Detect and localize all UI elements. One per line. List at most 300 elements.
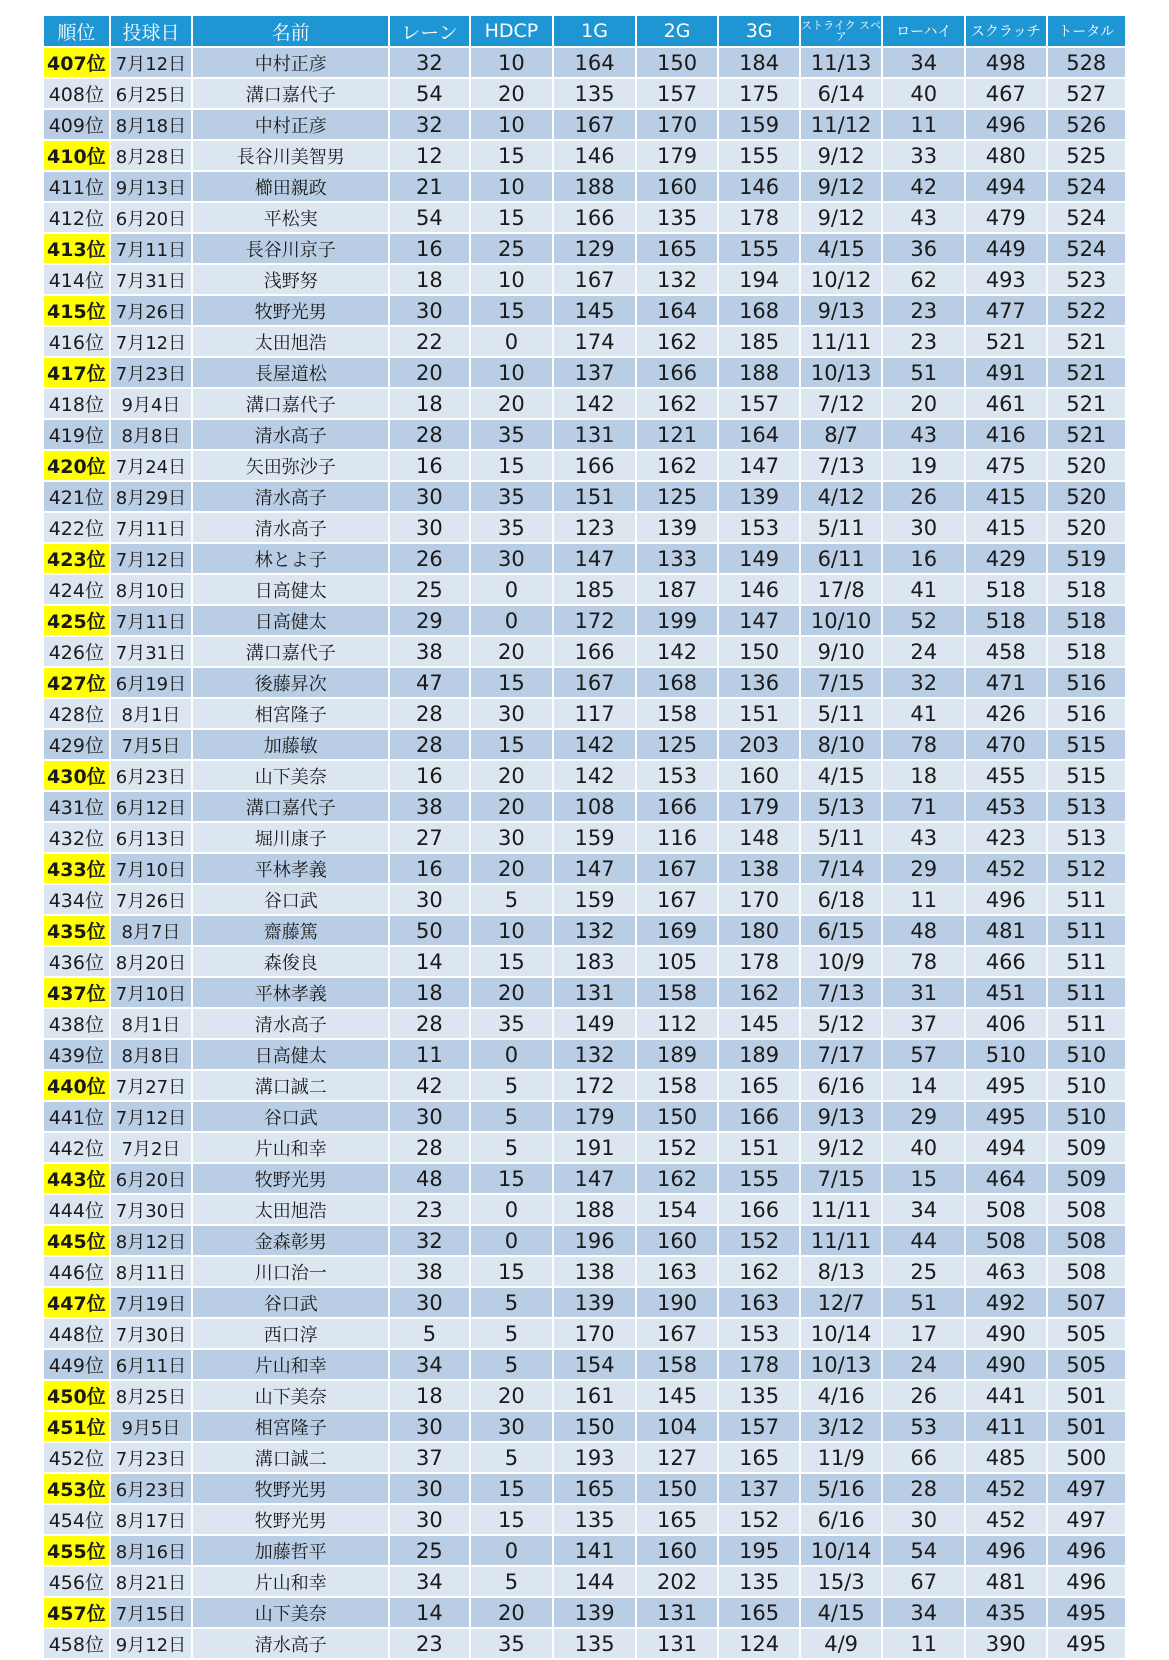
game1-cell: 161 — [554, 1381, 637, 1412]
game2-cell: 165 — [637, 1505, 720, 1536]
name-cell: 牧野光男 — [193, 1474, 390, 1505]
date-cell: 7月10日 — [111, 978, 194, 1009]
header-scratch: スクラッチ — [966, 16, 1048, 48]
hdcp-cell: 30 — [471, 699, 555, 730]
low-high-cell: 23 — [883, 296, 966, 327]
hdcp-cell: 15 — [471, 1257, 555, 1288]
scratch-cell: 481 — [966, 1567, 1048, 1598]
low-high-cell: 31 — [883, 978, 966, 1009]
low-high-cell: 36 — [883, 234, 966, 265]
table-row — [44, 1071, 1127, 1102]
game3-cell: 162 — [719, 978, 801, 1009]
game1-cell: 135 — [554, 1629, 637, 1660]
table-row — [44, 699, 1127, 730]
hdcp-cell: 0 — [471, 1226, 555, 1257]
table-row — [44, 1381, 1127, 1412]
game3-cell: 151 — [719, 1133, 801, 1164]
game3-cell: 159 — [719, 110, 801, 141]
game1-cell: 159 — [554, 885, 637, 916]
lane-cell: 16 — [390, 451, 470, 482]
total-cell: 511 — [1048, 885, 1127, 916]
name-cell: 堀川康子 — [193, 823, 390, 854]
total-cell: 495 — [1048, 1629, 1127, 1660]
lane-cell: 29 — [390, 606, 470, 637]
strike-spare-cell: 4/15 — [801, 761, 884, 792]
total-cell: 518 — [1048, 637, 1127, 668]
game1-cell: 167 — [554, 265, 637, 296]
rank-cell: 412位 — [44, 203, 111, 234]
scratch-cell: 481 — [966, 916, 1048, 947]
game1-cell: 166 — [554, 451, 637, 482]
lane-cell: 47 — [390, 668, 470, 699]
low-high-cell: 43 — [883, 203, 966, 234]
name-cell: 片山和幸 — [193, 1350, 390, 1381]
strike-spare-cell: 11/11 — [801, 1226, 884, 1257]
header-date: 投球日 — [111, 16, 194, 48]
strike-spare-cell: 6/14 — [801, 79, 884, 110]
scratch-cell: 508 — [966, 1226, 1048, 1257]
strike-spare-cell: 7/12 — [801, 389, 884, 420]
lane-cell: 34 — [390, 1567, 470, 1598]
header-strike-spare: ストライク スペア — [801, 16, 884, 48]
strike-spare-cell: 9/12 — [801, 172, 884, 203]
game1-cell: 150 — [554, 1412, 637, 1443]
game3-cell: 135 — [719, 1567, 801, 1598]
game3-cell: 185 — [719, 327, 801, 358]
strike-spare-cell: 8/10 — [801, 730, 884, 761]
lane-cell: 16 — [390, 234, 470, 265]
total-cell: 509 — [1048, 1133, 1127, 1164]
header-total: トータル — [1048, 16, 1127, 48]
game3-cell: 168 — [719, 296, 801, 327]
game2-cell: 116 — [637, 823, 720, 854]
lane-cell: 34 — [390, 1350, 470, 1381]
game3-cell: 136 — [719, 668, 801, 699]
hdcp-cell: 0 — [471, 327, 555, 358]
rank-cell: 436位 — [44, 947, 111, 978]
name-cell: 日高健太 — [193, 606, 390, 637]
scratch-cell: 498 — [966, 48, 1048, 79]
low-high-cell: 14 — [883, 1071, 966, 1102]
game2-cell: 187 — [637, 575, 720, 606]
date-cell: 7月11日 — [111, 606, 194, 637]
name-cell: 櫛田親政 — [193, 172, 390, 203]
game2-cell: 150 — [637, 1474, 720, 1505]
game1-cell: 185 — [554, 575, 637, 606]
name-cell: 清水高子 — [193, 513, 390, 544]
name-cell: 浅野努 — [193, 265, 390, 296]
game1-cell: 144 — [554, 1567, 637, 1598]
strike-spare-cell: 9/13 — [801, 296, 884, 327]
game1-cell: 142 — [554, 761, 637, 792]
date-cell: 7月30日 — [111, 1319, 194, 1350]
strike-spare-cell: 5/11 — [801, 699, 884, 730]
date-cell: 8月8日 — [111, 420, 194, 451]
table-row — [44, 885, 1127, 916]
game1-cell: 196 — [554, 1226, 637, 1257]
name-cell: 山下美奈 — [193, 1381, 390, 1412]
lane-cell: 23 — [390, 1629, 470, 1660]
scratch-cell: 416 — [966, 420, 1048, 451]
date-cell: 8月11日 — [111, 1257, 194, 1288]
game3-cell: 195 — [719, 1536, 801, 1567]
hdcp-cell: 20 — [471, 1381, 555, 1412]
lane-cell: 50 — [390, 916, 470, 947]
scratch-cell: 463 — [966, 1257, 1048, 1288]
hdcp-cell: 5 — [471, 1102, 555, 1133]
low-high-cell: 40 — [883, 79, 966, 110]
rank-cell: 421位 — [44, 482, 111, 513]
low-high-cell: 25 — [883, 1257, 966, 1288]
hdcp-cell: 15 — [471, 203, 555, 234]
low-high-cell: 29 — [883, 854, 966, 885]
strike-spare-cell: 5/11 — [801, 513, 884, 544]
hdcp-cell: 15 — [471, 947, 555, 978]
hdcp-cell: 5 — [471, 1288, 555, 1319]
lane-cell: 21 — [390, 172, 470, 203]
game1-cell: 170 — [554, 1319, 637, 1350]
total-cell: 519 — [1048, 544, 1127, 575]
rank-cell: 448位 — [44, 1319, 111, 1350]
rank-cell: 419位 — [44, 420, 111, 451]
date-cell: 7月11日 — [111, 513, 194, 544]
hdcp-cell: 15 — [471, 141, 555, 172]
hdcp-cell: 10 — [471, 265, 555, 296]
game1-cell: 135 — [554, 1505, 637, 1536]
rank-cell: 454位 — [44, 1505, 111, 1536]
table-row — [44, 1567, 1127, 1598]
lane-cell: 16 — [390, 854, 470, 885]
date-cell: 8月8日 — [111, 1040, 194, 1071]
strike-spare-cell: 5/16 — [801, 1474, 884, 1505]
date-cell: 7月23日 — [111, 358, 194, 389]
hdcp-cell: 15 — [471, 668, 555, 699]
lane-cell: 32 — [390, 48, 470, 79]
table-row — [44, 79, 1127, 110]
name-cell: 谷口武 — [193, 1102, 390, 1133]
date-cell: 8月18日 — [111, 110, 194, 141]
name-cell: 森俊良 — [193, 947, 390, 978]
game3-cell: 145 — [719, 1009, 801, 1040]
low-high-cell: 23 — [883, 327, 966, 358]
lane-cell: 30 — [390, 296, 470, 327]
game2-cell: 163 — [637, 1257, 720, 1288]
lane-cell: 30 — [390, 1474, 470, 1505]
game1-cell: 139 — [554, 1288, 637, 1319]
game1-cell: 135 — [554, 79, 637, 110]
game1-cell: 132 — [554, 1040, 637, 1071]
hdcp-cell: 0 — [471, 1195, 555, 1226]
scratch-cell: 496 — [966, 885, 1048, 916]
game3-cell: 179 — [719, 792, 801, 823]
game1-cell: 172 — [554, 606, 637, 637]
date-cell: 8月16日 — [111, 1536, 194, 1567]
lane-cell: 23 — [390, 1195, 470, 1226]
date-cell: 7月27日 — [111, 1071, 194, 1102]
hdcp-cell: 20 — [471, 854, 555, 885]
scratch-cell: 496 — [966, 110, 1048, 141]
table-row — [44, 1350, 1127, 1381]
lane-cell: 12 — [390, 141, 470, 172]
total-cell: 511 — [1048, 978, 1127, 1009]
low-high-cell: 66 — [883, 1443, 966, 1474]
total-cell: 515 — [1048, 730, 1127, 761]
total-cell: 497 — [1048, 1505, 1127, 1536]
rank-cell: 453位 — [44, 1474, 111, 1505]
low-high-cell: 26 — [883, 482, 966, 513]
low-high-cell: 37 — [883, 1009, 966, 1040]
game1-cell: 142 — [554, 730, 637, 761]
date-cell: 8月21日 — [111, 1567, 194, 1598]
strike-spare-cell: 15/3 — [801, 1567, 884, 1598]
scratch-cell: 477 — [966, 296, 1048, 327]
strike-spare-cell: 10/14 — [801, 1536, 884, 1567]
game1-cell: 167 — [554, 668, 637, 699]
game1-cell: 131 — [554, 978, 637, 1009]
name-cell: 溝口嘉代子 — [193, 792, 390, 823]
scratch-cell: 429 — [966, 544, 1048, 575]
lane-cell: 18 — [390, 265, 470, 296]
strike-spare-cell: 4/9 — [801, 1629, 884, 1660]
rank-cell: 431位 — [44, 792, 111, 823]
rank-cell: 408位 — [44, 79, 111, 110]
game3-cell: 147 — [719, 451, 801, 482]
rank-cell: 437位 — [44, 978, 111, 1009]
scratch-cell: 435 — [966, 1598, 1048, 1629]
lane-cell: 54 — [390, 203, 470, 234]
strike-spare-cell: 9/12 — [801, 1133, 884, 1164]
game1-cell: 159 — [554, 823, 637, 854]
low-high-cell: 26 — [883, 1381, 966, 1412]
low-high-cell: 54 — [883, 1536, 966, 1567]
low-high-cell: 78 — [883, 730, 966, 761]
scratch-cell: 518 — [966, 575, 1048, 606]
table-row — [44, 420, 1127, 451]
hdcp-cell: 20 — [471, 978, 555, 1009]
game1-cell: 191 — [554, 1133, 637, 1164]
name-cell: 清水高子 — [193, 482, 390, 513]
total-cell: 501 — [1048, 1412, 1127, 1443]
lane-cell: 30 — [390, 513, 470, 544]
game2-cell: 167 — [637, 885, 720, 916]
game3-cell: 166 — [719, 1195, 801, 1226]
strike-spare-cell: 4/12 — [801, 482, 884, 513]
total-cell: 496 — [1048, 1567, 1127, 1598]
strike-spare-cell: 5/13 — [801, 792, 884, 823]
scratch-cell: 475 — [966, 451, 1048, 482]
name-cell: 長谷川美智男 — [193, 141, 390, 172]
lane-cell: 30 — [390, 1505, 470, 1536]
lane-cell: 48 — [390, 1164, 470, 1195]
date-cell: 8月1日 — [111, 699, 194, 730]
scratch-cell: 518 — [966, 606, 1048, 637]
game1-cell: 166 — [554, 203, 637, 234]
name-cell: 相宮隆子 — [193, 699, 390, 730]
game2-cell: 150 — [637, 1102, 720, 1133]
date-cell: 6月23日 — [111, 1474, 194, 1505]
rank-cell: 424位 — [44, 575, 111, 606]
table-header-row — [44, 16, 1127, 48]
date-cell: 6月19日 — [111, 668, 194, 699]
hdcp-cell: 35 — [471, 513, 555, 544]
total-cell: 513 — [1048, 792, 1127, 823]
total-cell: 516 — [1048, 699, 1127, 730]
table-row — [44, 482, 1127, 513]
game2-cell: 165 — [637, 234, 720, 265]
total-cell: 520 — [1048, 513, 1127, 544]
total-cell: 513 — [1048, 823, 1127, 854]
date-cell: 8月20日 — [111, 947, 194, 978]
game2-cell: 166 — [637, 792, 720, 823]
game1-cell: 139 — [554, 1598, 637, 1629]
strike-spare-cell: 10/14 — [801, 1319, 884, 1350]
table-row — [44, 916, 1127, 947]
low-high-cell: 51 — [883, 1288, 966, 1319]
scratch-cell: 452 — [966, 1474, 1048, 1505]
total-cell: 521 — [1048, 358, 1127, 389]
game3-cell: 178 — [719, 947, 801, 978]
low-high-cell: 16 — [883, 544, 966, 575]
lane-cell: 38 — [390, 792, 470, 823]
rank-cell: 418位 — [44, 389, 111, 420]
hdcp-cell: 15 — [471, 451, 555, 482]
game1-cell: 132 — [554, 916, 637, 947]
game3-cell: 157 — [719, 389, 801, 420]
scratch-cell: 451 — [966, 978, 1048, 1009]
total-cell: 518 — [1048, 575, 1127, 606]
rank-cell: 411位 — [44, 172, 111, 203]
low-high-cell: 51 — [883, 358, 966, 389]
hdcp-cell: 0 — [471, 1536, 555, 1567]
hdcp-cell: 15 — [471, 1164, 555, 1195]
game3-cell: 146 — [719, 172, 801, 203]
game1-cell: 165 — [554, 1474, 637, 1505]
hdcp-cell: 20 — [471, 792, 555, 823]
name-cell: 山下美奈 — [193, 1598, 390, 1629]
game3-cell: 148 — [719, 823, 801, 854]
game3-cell: 139 — [719, 482, 801, 513]
lane-cell: 30 — [390, 885, 470, 916]
game3-cell: 149 — [719, 544, 801, 575]
date-cell: 6月20日 — [111, 1164, 194, 1195]
header-game1: 1G — [554, 16, 637, 48]
total-cell: 505 — [1048, 1319, 1127, 1350]
game2-cell: 162 — [637, 451, 720, 482]
rank-cell: 429位 — [44, 730, 111, 761]
rank-cell: 427位 — [44, 668, 111, 699]
rank-cell: 432位 — [44, 823, 111, 854]
scratch-cell: 496 — [966, 1536, 1048, 1567]
game2-cell: 139 — [637, 513, 720, 544]
game3-cell: 178 — [719, 1350, 801, 1381]
strike-spare-cell: 6/16 — [801, 1071, 884, 1102]
low-high-cell: 18 — [883, 761, 966, 792]
lane-cell: 11 — [390, 1040, 470, 1071]
rank-cell: 447位 — [44, 1288, 111, 1319]
strike-spare-cell: 4/16 — [801, 1381, 884, 1412]
game3-cell: 138 — [719, 854, 801, 885]
hdcp-cell: 0 — [471, 1040, 555, 1071]
low-high-cell: 41 — [883, 699, 966, 730]
strike-spare-cell: 10/13 — [801, 358, 884, 389]
game1-cell: 179 — [554, 1102, 637, 1133]
lane-cell: 27 — [390, 823, 470, 854]
scratch-cell: 490 — [966, 1319, 1048, 1350]
game3-cell: 155 — [719, 141, 801, 172]
rank-cell: 409位 — [44, 110, 111, 141]
date-cell: 8月1日 — [111, 1009, 194, 1040]
table-row — [44, 1536, 1127, 1567]
table-row — [44, 1226, 1127, 1257]
total-cell: 516 — [1048, 668, 1127, 699]
low-high-cell: 48 — [883, 916, 966, 947]
hdcp-cell: 20 — [471, 79, 555, 110]
low-high-cell: 78 — [883, 947, 966, 978]
rank-cell: 458位 — [44, 1629, 111, 1660]
game2-cell: 105 — [637, 947, 720, 978]
rank-cell: 422位 — [44, 513, 111, 544]
low-high-cell: 19 — [883, 451, 966, 482]
date-cell: 7月23日 — [111, 1443, 194, 1474]
name-cell: 牧野光男 — [193, 1505, 390, 1536]
total-cell: 511 — [1048, 1009, 1127, 1040]
date-cell: 6月20日 — [111, 203, 194, 234]
strike-spare-cell: 7/13 — [801, 451, 884, 482]
game1-cell: 141 — [554, 1536, 637, 1567]
table-row — [44, 575, 1127, 606]
rank-cell: 417位 — [44, 358, 111, 389]
game2-cell: 158 — [637, 1071, 720, 1102]
game1-cell: 129 — [554, 234, 637, 265]
strike-spare-cell: 6/18 — [801, 885, 884, 916]
game2-cell: 154 — [637, 1195, 720, 1226]
rank-cell: 428位 — [44, 699, 111, 730]
table-row — [44, 513, 1127, 544]
game3-cell: 157 — [719, 1412, 801, 1443]
name-cell: 加藤敏 — [193, 730, 390, 761]
header-hdcp: HDCP — [471, 16, 555, 48]
lane-cell: 14 — [390, 1598, 470, 1629]
lane-cell: 22 — [390, 327, 470, 358]
date-cell: 9月12日 — [111, 1629, 194, 1660]
game3-cell: 124 — [719, 1629, 801, 1660]
scratch-cell: 471 — [966, 668, 1048, 699]
game2-cell: 157 — [637, 79, 720, 110]
hdcp-cell: 5 — [471, 1319, 555, 1350]
total-cell: 508 — [1048, 1195, 1127, 1226]
game2-cell: 152 — [637, 1133, 720, 1164]
table-row — [44, 823, 1127, 854]
date-cell: 7月12日 — [111, 327, 194, 358]
game3-cell: 150 — [719, 637, 801, 668]
low-high-cell: 11 — [883, 110, 966, 141]
game2-cell: 189 — [637, 1040, 720, 1071]
low-high-cell: 43 — [883, 420, 966, 451]
name-cell: 溝口誠二 — [193, 1443, 390, 1474]
scratch-cell: 493 — [966, 265, 1048, 296]
rank-cell: 455位 — [44, 1536, 111, 1567]
strike-spare-cell: 12/7 — [801, 1288, 884, 1319]
date-cell: 7月30日 — [111, 1195, 194, 1226]
total-cell: 509 — [1048, 1164, 1127, 1195]
game2-cell: 158 — [637, 978, 720, 1009]
name-cell: 平林孝義 — [193, 978, 390, 1009]
rank-cell: 441位 — [44, 1102, 111, 1133]
game2-cell: 135 — [637, 203, 720, 234]
date-cell: 8月28日 — [111, 141, 194, 172]
game2-cell: 160 — [637, 1536, 720, 1567]
hdcp-cell: 20 — [471, 761, 555, 792]
